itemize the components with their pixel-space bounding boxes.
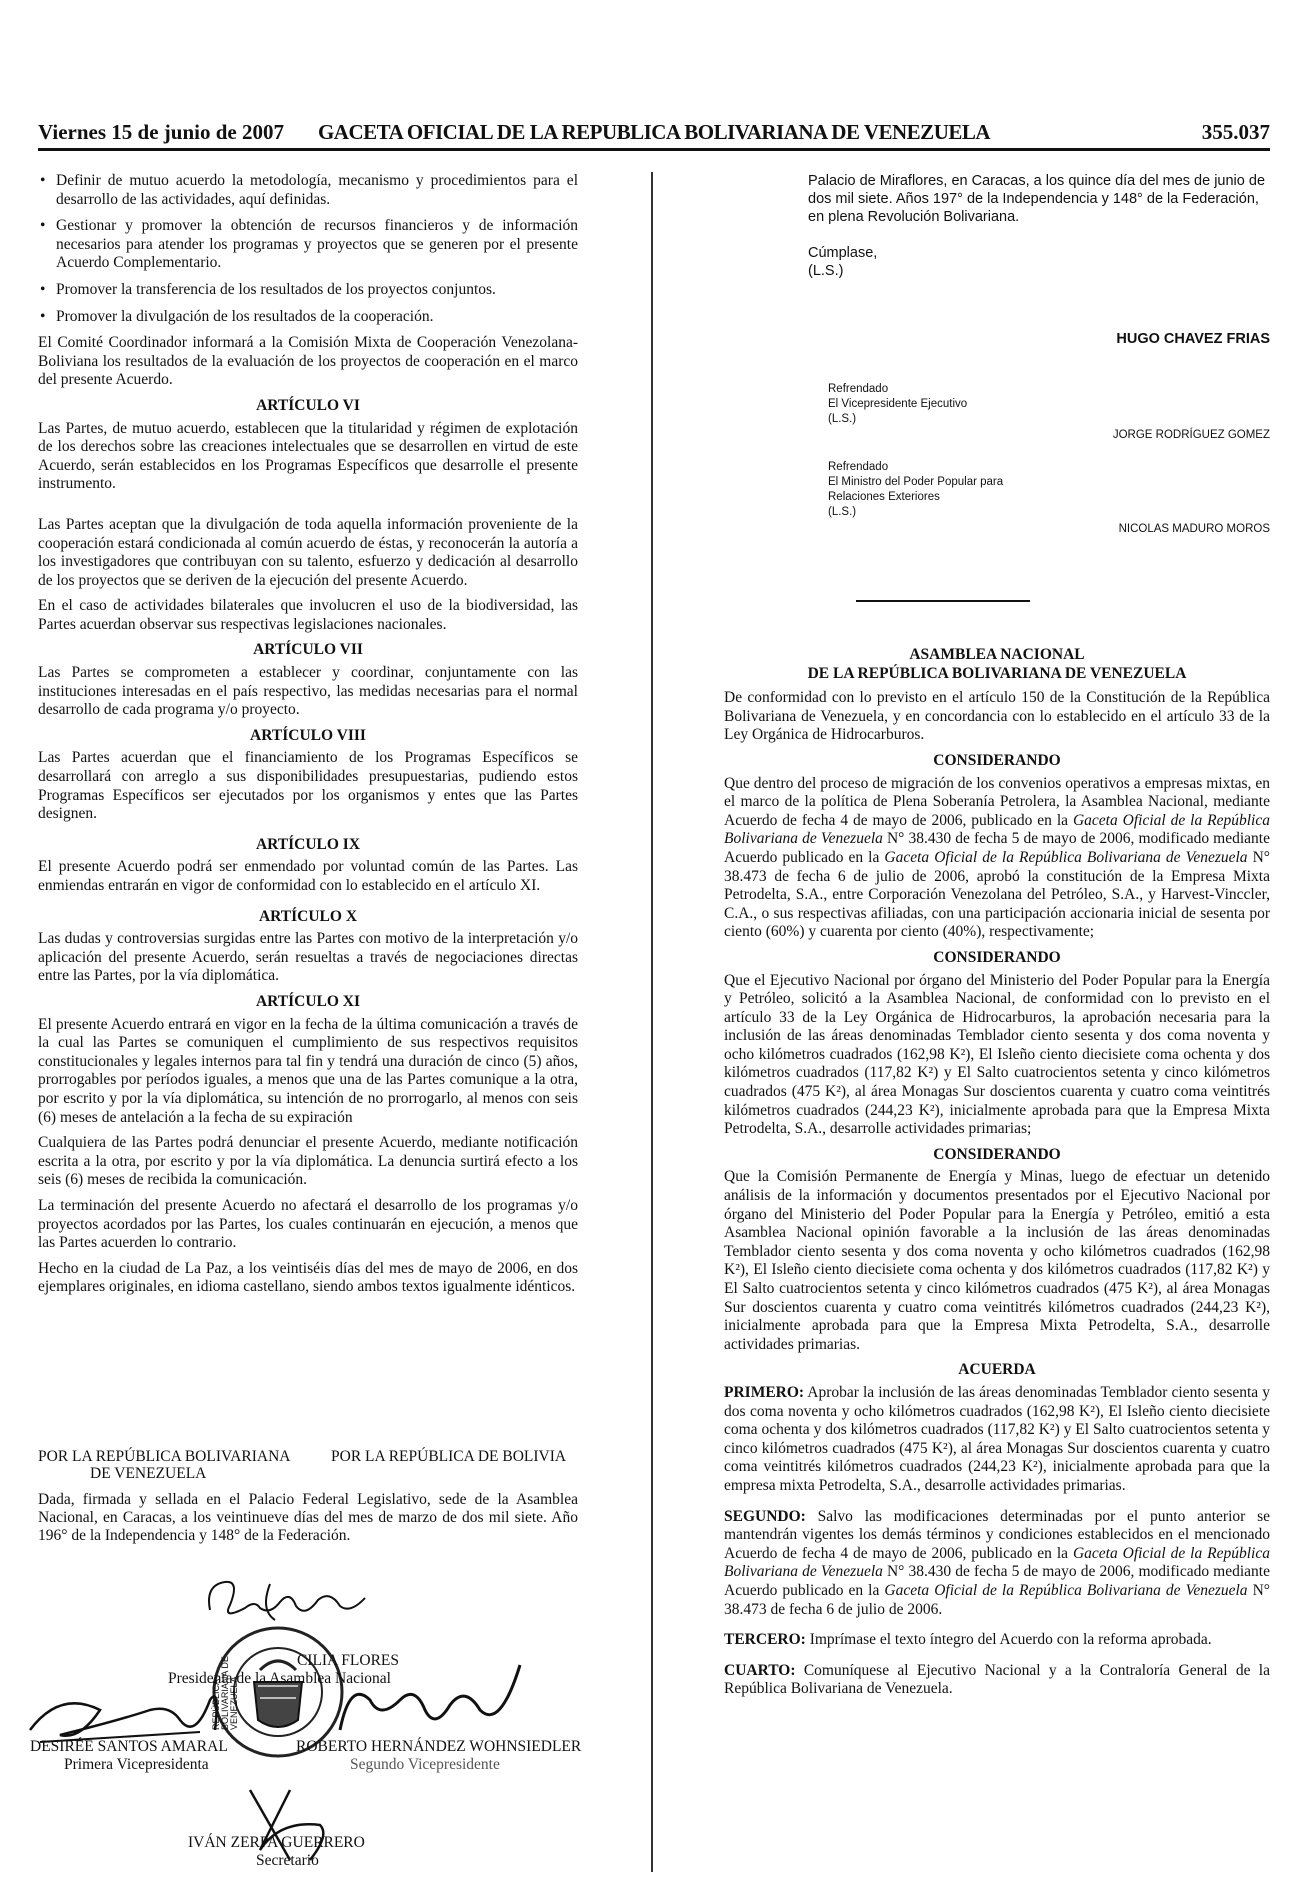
list-item: • Promover la transferencia de los resultados de los proyectos conjuntos.: [40, 280, 496, 298]
paragraph: Hecho en la ciudad de La Paz, a los veintiséis días del mes de mayo de 2006, en dos ejemplares originales, en idioma castellano, siendo ambos textos igualmente idénticos.: [38, 1259, 578, 1296]
vicepresident-name: JORGE RODRÍGUEZ GOMEZ: [1112, 429, 1270, 441]
intro-paragraph: De conformidad con lo previsto en el artículo 150 de la Constitución de la República Bolivariana de Venezuela, y en concordancia con lo establecido en el artículo 33 de la Ley Orgánica de Hidrocarburos.: [724, 689, 1270, 744]
list-item: • Gestionar y promover la obtención de recursos financieros y de información necesarios para atender los programas y proyectos que se generen por el presente Acuerdo Complementario.: [40, 217, 578, 272]
signatory-name-1: CILIA FLORES: [296, 1652, 400, 1669]
bullet-icon: •: [40, 172, 46, 189]
considerando-3: Que la Comisión Permanente de Energía y Minas, luego de efectuar un detenido análisis de la información y documentos presentados por el Ejecutivo Nacional por órgano del Ministerio del Poder Popular para la Energía y Petróleo, emitió a esta Asamblea Nacional opinión favorable a la inclusión de las áreas denominadas Temblador ciento sesenta y dos coma noventa y ocho kilómetros cuadrados (162,98 K²), El Isleño ciento diecisiete coma ochenta y dos kilómetros cuadrados (117,82 K²) y El Salto cuatrocientos setenta y cinco kilómetros cuadrados (475 K²), al área Monagas Sur doscientos cuarenta y cuatro coma veintitrés kilómetros cuadrados (244,23 K²), inicialmente aprobada para que la Empresa Mixta Petrodelta, S.A., desarrolle actividades primarias.: [724, 1168, 1270, 1353]
seal-text: REPÚBLICA BOLIVARIANA DE VENEZUELA: [211, 1656, 239, 1730]
cuarto-paragraph: CUARTO: Comuníquese al Ejecutivo Nacional y a la Contraloría General de la República Bolivariana de Venezuela.: [724, 1661, 1270, 1698]
palacio-paragraph: Palacio de Miraflores, en Caracas, a los quince día del mes de junio de dos mil siete. Años 197° de la Independencia y 148° de la Federación, en plena Revolución Bolivariana.: [808, 173, 1266, 225]
article-heading: ARTÍCULO VI: [256, 396, 360, 414]
signatory-title-3: Segundo Vicepresidente: [350, 1756, 500, 1773]
signatory-title-2: Primera Vicepresidenta: [64, 1756, 209, 1773]
paragraph: Las Partes aceptan que la divulgación de toda aquella información proveniente de la cooperación estará condicionada al común acuerdo de éstas, y reconocerán la autoría a los investigadores que contribuyan con su talento, esfuerzo y dedicación al desarrollo de los proyectos que se deriven de la ejecución del presente Acuerdo.: [38, 515, 578, 589]
promulgation-block: [808, 172, 1270, 280]
header-title: GACETA OFICIAL DE LA REPUBLICA BOLIVARIANA DE VENEZUELA: [317, 120, 991, 144]
cumplase-text: Cúmplase,: [808, 245, 878, 261]
paragraph: El presente Acuerdo podrá ser enmendado por voluntad común de las Partes. Las enmiendas entrarán en vigor de conformidad con lo establecido en el artículo XI.: [38, 858, 578, 894]
signature-cilia-flores-icon: [200, 1570, 380, 1630]
paragraph: En el caso de actividades bilaterales que involucren el uso de la biodiversidad, las Partes acuerdan observar sus respectivas legislaciones nacionales.: [38, 597, 578, 633]
section-title-2: DE LA REPÚBLICA BOLIVARIANA DE VENEZUELA: [807, 664, 1187, 682]
por-bolivia: POR LA REPÚBLICA DE BOLIVIA: [331, 1448, 567, 1465]
right-column: [724, 646, 1270, 1706]
article-heading: ARTÍCULO VIII: [250, 726, 366, 744]
left-column: [38, 172, 578, 1304]
tercero-paragraph: TERCERO: Imprímase el texto íntegro del Acuerdo con la reforma aprobada.: [724, 1631, 1212, 1649]
signatory-title-4: Secretario: [256, 1852, 319, 1869]
paragraph: Cualquiera de las Partes podrá denunciar el presente Acuerdo, mediante notificación escrita a la otra, por escrito y por la vía diplomática. La denuncia surtirá efecto a los seis (6) meses de recibida la comunicación.: [38, 1134, 578, 1189]
segundo-paragraph: SEGUNDO: Salvo las modificaciones determinadas por el punto anterior se mantendrán vigentes los demás términos y condiciones establecidos en el mencionado Acuerdo de fecha 4 de mayo de 2006, publicado en la Gaceta Oficial de la República Bolivariana de Venezuela N° 38.430 de fecha 5 de mayo de 2006, modificado mediante Acuerdo publicado en la Gaceta Oficial de la República Bolivariana de Venezuela N° 38.473 de fecha 6 de julio de 2006.: [724, 1507, 1270, 1618]
paragraph: El Comité Coordinador informará a la Comisión Mixta de Cooperación Venezolana-Boliviana los resultados de la evaluación de los proyectos de cooperación en el marco del presente Acuerdo.: [38, 334, 578, 389]
section-title-1: ASAMBLEA NACIONAL: [909, 646, 1085, 663]
considerando-heading: CONSIDERANDO: [933, 751, 1061, 769]
page-header: [38, 118, 1270, 151]
header-page-number: 355.037: [1201, 120, 1270, 144]
por-venezuela: POR LA REPÚBLICA BOLIVARIANA: [38, 1448, 291, 1465]
considerando-heading: CONSIDERANDO: [933, 948, 1061, 966]
considerando-heading: CONSIDERANDO: [933, 1145, 1061, 1163]
signatory-title-1: Presidenta de la Asamblea Nacional: [168, 1670, 391, 1687]
article-heading: ARTÍCULO X: [258, 907, 358, 925]
por-venezuela-line2: DE VENEZUELA: [90, 1465, 207, 1482]
acuerda-heading: ACUERDA: [958, 1361, 1036, 1379]
paragraph: Las Partes acuerdan que el financiamiento de los Programas Específicos se desarrollará con arreglo a sus disponibilidades presupuestarias, pudiendo estos Programas Específicos ser ejecutados por los organismos y entes que las Partes designen.: [38, 749, 578, 823]
considerando-2: Que el Ejecutivo Nacional por órgano del Ministerio del Poder Popular para la Energía y Petróleo, solicitó a la Asamblea Nacional, de conformidad con lo previsto en el artículo 33 de la Ley Orgánica de Hidrocarburos, la aprobación necesaria para la inclusión de las áreas denominadas Temblador ciento sesenta y dos coma noventa y ocho kilómetros cuadrados (162,98 K²), El Isleño ciento diecisiete coma ochenta y dos kilómetros cuadrados (117,82 K²) y El Salto cuatrocientos setenta y cinco kilómetros cuadrados (475 K²), al área Monagas Sur doscientos cuarenta y cuatro coma veintitrés kilómetros cuadrados (244,23 K²), inicialmente aprobada para que la Empresa Mixta Petrodelta, S.A., desarrolle actividades primarias;: [724, 971, 1270, 1138]
bullet-icon: •: [40, 307, 46, 325]
paragraph: El presente Acuerdo entrará en vigor en la fecha de la última comunicación a través de la cual las Partes se comuniquen el cumplimiento de sus respectivos requisitos constitucionales y legales internos para tal fin y tendrá una duración de cinco (5) años, prorrogables por períodos iguales, a menos que una de las Partes comunique a la otra, por escrito y por la vía diplomática, su intención de no prorrogarlo, al menos con seis (6) meses de antelación a la fecha de su expiración: [38, 1015, 578, 1126]
president-name: HUGO CHAVEZ FRIAS: [1116, 331, 1270, 347]
refrendado-block-1: Refrendado El Vicepresidente Ejecutivo (L.S.): [828, 383, 968, 425]
section-divider: [856, 600, 1030, 602]
column-divider: [651, 172, 653, 1872]
bullet-icon: •: [40, 280, 46, 298]
article-heading: ARTÍCULO XI: [255, 992, 361, 1010]
list-item: • Definir de mutuo acuerdo la metodología, mecanismo y procedimientos para el desarrollo de las actividades, aquí definidas.: [40, 172, 578, 208]
paragraph: Las Partes, de mutuo acuerdo, establecen que la titularidad y régimen de explotación de los derechos sobre las creaciones intelectuales que se desarrollen en virtud de este Acuerdo, serán establecidos en los Programas Específicos que desarrolle el presente instrumento.: [38, 419, 578, 493]
bullet-icon: •: [40, 217, 46, 235]
signatory-name-2: DESIRÉE SANTOS AMARAL: [30, 1738, 228, 1755]
article-heading: ARTÍCULO IX: [255, 835, 361, 853]
signatory-headings: [38, 1448, 578, 1484]
primero-paragraph: PRIMERO: Aprobar la inclusión de las áreas denominadas Temblador ciento sesenta y dos coma noventa y ocho kilómetros cuadrados (162,98 K²), El Isleño ciento diecisiete coma ochenta y dos kilómetros cuadrados (117,82 K²) y El Salto cuatrocientos setenta y cinco kilómetros cuadrados (475 K²), al área Monagas Sur doscientos cuarenta y cuatro coma veintitrés kilómetros cuadrados (244,23 K²), inicialmente aprobada para que la empresa mixta Petrodelta, S.A., desarrolle actividades primarias.: [724, 1383, 1270, 1494]
dada-paragraph: Dada, firmada y sellada en el Palacio Federal Legislativo, sede de la Asamblea Nacional, en Caracas, a los veintinueve días del mes de marzo de dos mil siete. Año 196° de la Independencia y 148° de la Federación.: [38, 1491, 578, 1544]
list-item: • Promover la divulgación de los resultados de la cooperación.: [40, 307, 434, 325]
paragraph: Las Partes se comprometen a establecer y coordinar, conjuntamente con las instituciones interesadas en el país respectivo, las medidas necesarias para el normal desarrollo de cada programa y/o proyecto.: [38, 664, 578, 719]
refrendado-block-2: Refrendado El Ministro del Poder Popular para Relaciones Exteriores (L.S.): [828, 461, 1004, 518]
article-heading: ARTÍCULO VII: [253, 641, 363, 659]
considerando-1: Que dentro del proceso de migración de los convenios operativos a empresas mixtas, en el marco de la política de Plena Soberanía Petrolera, la Asamblea Nacional, mediante Acuerdo de fecha 4 de mayo de 2006, publicado en la Gaceta Oficial de la República Bolivariana de Venezuela N° 38.430 de fecha 5 de mayo de 2006, modificado mediante Acuerdo publicado en la Gaceta Oficial de la República Bolivariana de Venezuela N° 38.473 de fecha 6 de julio de 2006, aprobó la constitución de la Empresa Mixta Petrodelta, S.A., entre Corporación Venezolana del Petróleo, S.A., y Harvest-Vinccler, C.A., o sus respectivas afiliadas, con una participación accionaria inicial de sesenta por ciento (60%) y cuarenta por ciento (40%), respectivamente;: [724, 774, 1270, 941]
header-date: Viernes 15 de junio de 2007: [38, 120, 284, 144]
signatory-name-4: IVÁN ZERPA GUERRERO: [188, 1834, 365, 1851]
signatory-name-3: ROBERTO HERNÁNDEZ WOHNSIEDLER: [296, 1738, 582, 1755]
ls-text: (L.S.): [808, 263, 844, 279]
minister-name: NICOLAS MADURO MOROS: [1118, 523, 1270, 535]
paragraph: Las dudas y controversias surgidas entre las Partes con motivo de la interpretación y/o aplicación del presente Acuerdo, serán resueltas a través de negociaciones directas entre las Partes, por la vía diplomática.: [38, 930, 578, 985]
paragraph: La terminación del presente Acuerdo no afectará el desarrollo de los programas y/o proyectos acordados por las Partes, los cuales continuarán en ejecución, a menos que las Partes acuerden lo contrario.: [38, 1196, 578, 1252]
